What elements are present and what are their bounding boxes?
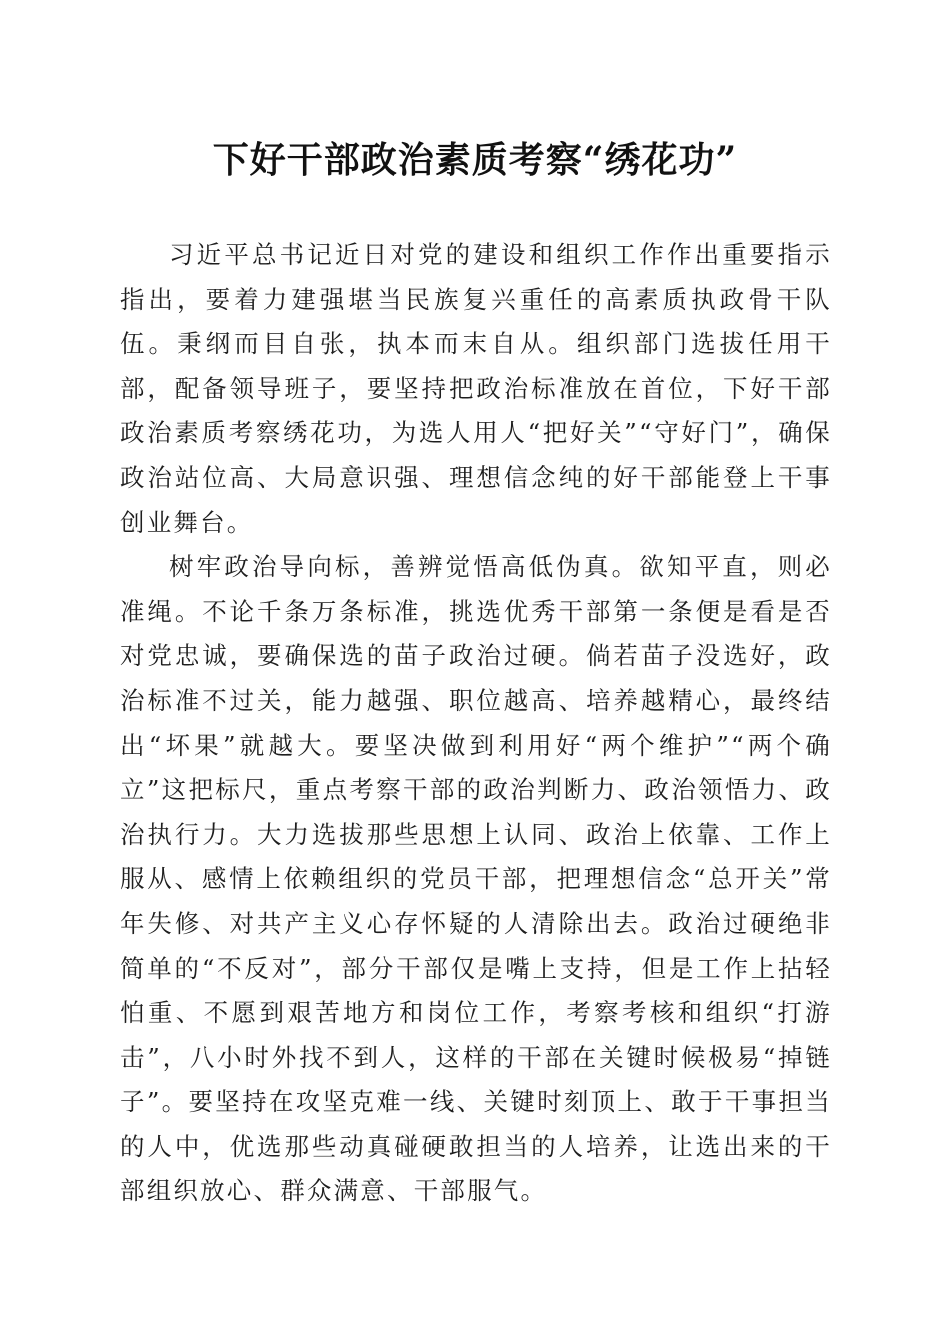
document-title: 下好干部政治素质考察“绣花功” xyxy=(212,139,738,181)
paragraph-1: 习近平总书记近日对党的建设和组织工作作出重要指示指出，要着力建强堪当民族复兴重任的高素质执政骨干队伍。秉纲而目自张，执本而末自从。组织部门选拔任用干部，配备领导班子，要坚持把政治标准放在首位，下好干部政治素质考察绣花功，为选人用人“把好关”“守好门”，确保政治站位高、大局意识强、理想信念纯的好干部能登上干事创业舞台。 xyxy=(120,240,832,537)
document-body xyxy=(120,233,832,1214)
paragraph-2: 树牢政治导向标，善辨觉悟高低伪真。欲知平直，则必准绳。不论千条万条标准，挑选优秀干部第一条便是看是否对党忠诚，要确保选的苗子政治过硬。倘若苗子没选好，政治标准不过关，能力越强、职位越高、培养越精心，最终结出“坏果”就越大。要坚决做到利用好“两个维护”“两个确立”这把标尺，重点考察干部的政治判断力、政治领悟力、政治执行力。大力选拔那些思想上认同、政治上依靠、工作上服从、感情上依赖组织的党员干部，把理想信念“总开关”常年失修、对共产主义心存怀疑的人清除出去。政治过硬绝非简单的“不反对”，部分干部仅是嘴上支持，但是工作上拈轻怕重、不愿到艰苦地方和岗位工作，考察考核和组织“打游击”，八小时外找不到人，这样的干部在关键时候极易“掉链子”。要坚持在攻坚克难一线、关键时刻顶上、敢于干事担当的人中，优选那些动真碰硬敢担当的人培养，让选出来的干部组织放心、群众满意、干部服气。 xyxy=(120,552,832,1206)
